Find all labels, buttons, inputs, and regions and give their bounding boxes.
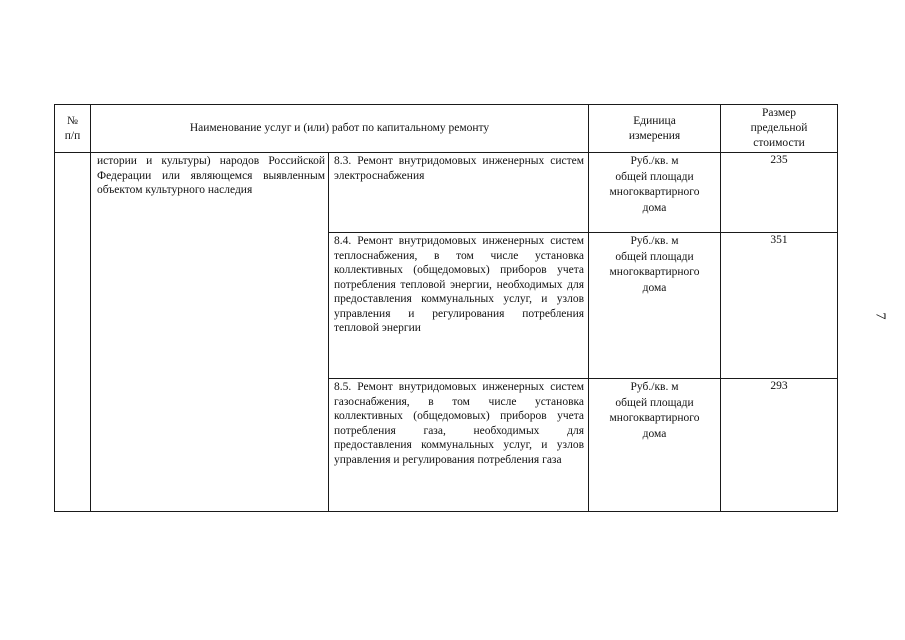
group-description-cell: истории и культуры) народов Российской Федерации или являющемся выявленным объектом культурного наследия <box>91 153 329 512</box>
header-name: Наименование услуг и (или) работ по капитальному ремонту <box>91 105 589 153</box>
unit-cell: Руб./кв. м общей площади многоквартирного дома <box>589 233 721 379</box>
table-row <box>55 153 838 233</box>
work-cell: 8.5. Ремонт внутридомовых инженерных систем газоснабжения, в том числе установка коллективных (общедомовых) приборов учета потребления газа, необходимых для предоставления коммунальных услуг, и узлов управления и регулирования потребления газа <box>329 379 589 512</box>
header-number: № п/п <box>55 105 91 153</box>
cost-cell: 293 <box>721 379 838 512</box>
work-cell: 8.3. Ремонт внутридомовых инженерных систем электроснабжения <box>329 153 589 233</box>
header-unit: Единица измерения <box>589 105 721 153</box>
page-number: 7 <box>872 312 888 320</box>
row-number-cell <box>55 153 91 512</box>
header-cost: Размер предельной стоимости <box>721 105 838 153</box>
work-cell: 8.4. Ремонт внутридомовых инженерных систем теплоснабжения, в том числе установка коллективных (общедомовых) приборов учета потребления тепловой энергии, необходимых для предоставления коммунальных услуг, и узлов управления и регулирования потребления тепловой энергии <box>329 233 589 379</box>
cost-cell: 351 <box>721 233 838 379</box>
table-header-row <box>55 105 838 153</box>
cost-cell: 235 <box>721 153 838 233</box>
cost-table <box>54 104 838 512</box>
unit-cell: Руб./кв. м общей площади многоквартирного дома <box>589 379 721 512</box>
unit-cell: Руб./кв. м общей площади многоквартирного дома <box>589 153 721 233</box>
